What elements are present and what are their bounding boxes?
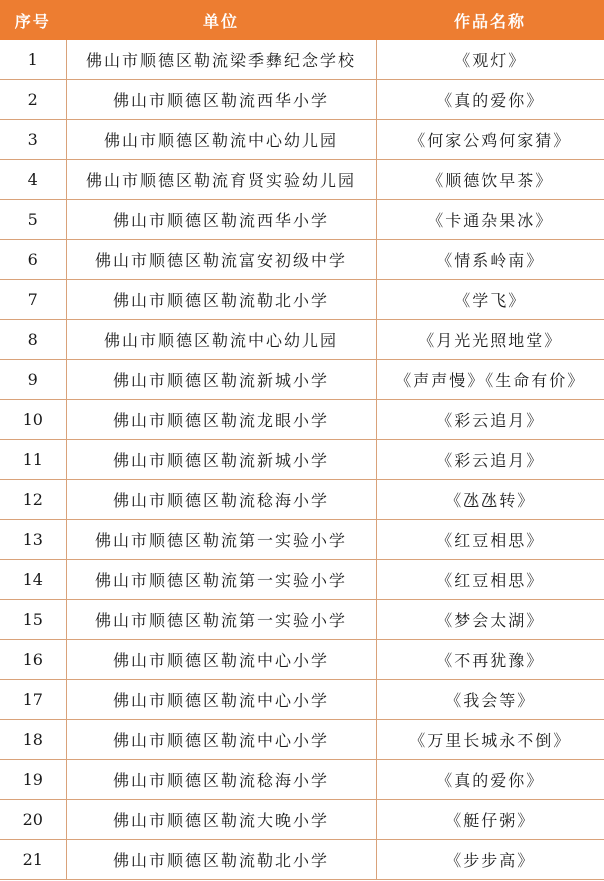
- cell-index: 8: [0, 320, 66, 360]
- table-row: [0, 680, 604, 720]
- cell-organization: 佛山市顺德区勒流中心小学: [66, 720, 376, 760]
- cell-work-title: 《彩云追月》: [376, 400, 604, 440]
- cell-index: 15: [0, 600, 66, 640]
- table-row: [0, 360, 604, 400]
- table-row: [0, 720, 604, 760]
- table-row: [0, 520, 604, 560]
- cell-organization: 佛山市顺德区勒流第一实验小学: [66, 520, 376, 560]
- cell-work-title: 《步步高》: [376, 840, 604, 880]
- header-row: [0, 0, 604, 40]
- cell-index: 4: [0, 160, 66, 200]
- cell-index: 14: [0, 560, 66, 600]
- cell-index: 12: [0, 480, 66, 520]
- cell-index: 2: [0, 80, 66, 120]
- cell-organization: 佛山市顺德区勒流龙眼小学: [66, 400, 376, 440]
- table-header: [0, 0, 604, 40]
- cell-index: 19: [0, 760, 66, 800]
- cell-organization: 佛山市顺德区勒流中心幼儿园: [66, 320, 376, 360]
- cell-organization: 佛山市顺德区勒流新城小学: [66, 360, 376, 400]
- cell-organization: 佛山市顺德区勒流勒北小学: [66, 840, 376, 880]
- cell-work-title: 《我会等》: [376, 680, 604, 720]
- cell-organization: 佛山市顺德区勒流富安初级中学: [66, 240, 376, 280]
- cell-organization: 佛山市顺德区勒流育贤实验幼儿园: [66, 160, 376, 200]
- cell-organization: 佛山市顺德区勒流中心小学: [66, 640, 376, 680]
- cell-index: 20: [0, 800, 66, 840]
- cell-organization: 佛山市顺德区勒流中心小学: [66, 680, 376, 720]
- cell-work-title: 《顺德饮早茶》: [376, 160, 604, 200]
- cell-work-title: 《卡通杂果冰》: [376, 200, 604, 240]
- cell-organization: 佛山市顺德区勒流第一实验小学: [66, 600, 376, 640]
- cell-index: 18: [0, 720, 66, 760]
- cell-work-title: 《氹氹转》: [376, 480, 604, 520]
- table-row: [0, 240, 604, 280]
- cell-index: 9: [0, 360, 66, 400]
- cell-work-title: 《情系岭南》: [376, 240, 604, 280]
- cell-organization: 佛山市顺德区勒流梁季彝纪念学校: [66, 40, 376, 80]
- table-row: [0, 160, 604, 200]
- cell-index: 6: [0, 240, 66, 280]
- cell-organization: 佛山市顺德区勒流大晚小学: [66, 800, 376, 840]
- table-row: [0, 600, 604, 640]
- cell-work-title: 《不再犹豫》: [376, 640, 604, 680]
- table-row: [0, 800, 604, 840]
- table-row: [0, 80, 604, 120]
- table-row: [0, 760, 604, 800]
- table-row: [0, 40, 604, 80]
- cell-organization: 佛山市顺德区勒流新城小学: [66, 440, 376, 480]
- cell-work-title: 《红豆相思》: [376, 560, 604, 600]
- header-work-title: 作品名称: [376, 0, 604, 40]
- cell-work-title: 《彩云追月》: [376, 440, 604, 480]
- table-row: [0, 200, 604, 240]
- cell-work-title: 《真的爱你》: [376, 80, 604, 120]
- cell-work-title: 《红豆相思》: [376, 520, 604, 560]
- cell-work-title: 《观灯》: [376, 40, 604, 80]
- table-row: [0, 560, 604, 600]
- table-row: [0, 280, 604, 320]
- cell-organization: 佛山市顺德区勒流中心幼儿园: [66, 120, 376, 160]
- header-index: 序号: [0, 0, 66, 40]
- cell-index: 13: [0, 520, 66, 560]
- cell-work-title: 《何家公鸡何家猜》: [376, 120, 604, 160]
- cell-work-title: 《艇仔粥》: [376, 800, 604, 840]
- cell-index: 11: [0, 440, 66, 480]
- table-row: [0, 120, 604, 160]
- table-row: [0, 440, 604, 480]
- table-row: [0, 320, 604, 360]
- cell-index: 3: [0, 120, 66, 160]
- cell-index: 5: [0, 200, 66, 240]
- cell-index: 10: [0, 400, 66, 440]
- cell-index: 1: [0, 40, 66, 80]
- header-organization: 单位: [66, 0, 376, 40]
- cell-organization: 佛山市顺德区勒流西华小学: [66, 80, 376, 120]
- cell-index: 17: [0, 680, 66, 720]
- cell-organization: 佛山市顺德区勒流稔海小学: [66, 480, 376, 520]
- cell-index: 16: [0, 640, 66, 680]
- cell-organization: 佛山市顺德区勒流稔海小学: [66, 760, 376, 800]
- cell-work-title: 《万里长城永不倒》: [376, 720, 604, 760]
- cell-organization: 佛山市顺德区勒流第一实验小学: [66, 560, 376, 600]
- cell-work-title: 《真的爱你》: [376, 760, 604, 800]
- table-row: [0, 400, 604, 440]
- cell-work-title: 《声声慢》《生命有价》: [376, 360, 604, 400]
- cell-work-title: 《月光光照地堂》: [376, 320, 604, 360]
- cell-index: 21: [0, 840, 66, 880]
- cell-organization: 佛山市顺德区勒流西华小学: [66, 200, 376, 240]
- cell-organization: 佛山市顺德区勒流勒北小学: [66, 280, 376, 320]
- cell-index: 7: [0, 280, 66, 320]
- cell-work-title: 《梦会太湖》: [376, 600, 604, 640]
- table-row: [0, 840, 604, 880]
- table-body: [0, 40, 604, 880]
- table-row: [0, 480, 604, 520]
- table-row: [0, 640, 604, 680]
- cell-work-title: 《学飞》: [376, 280, 604, 320]
